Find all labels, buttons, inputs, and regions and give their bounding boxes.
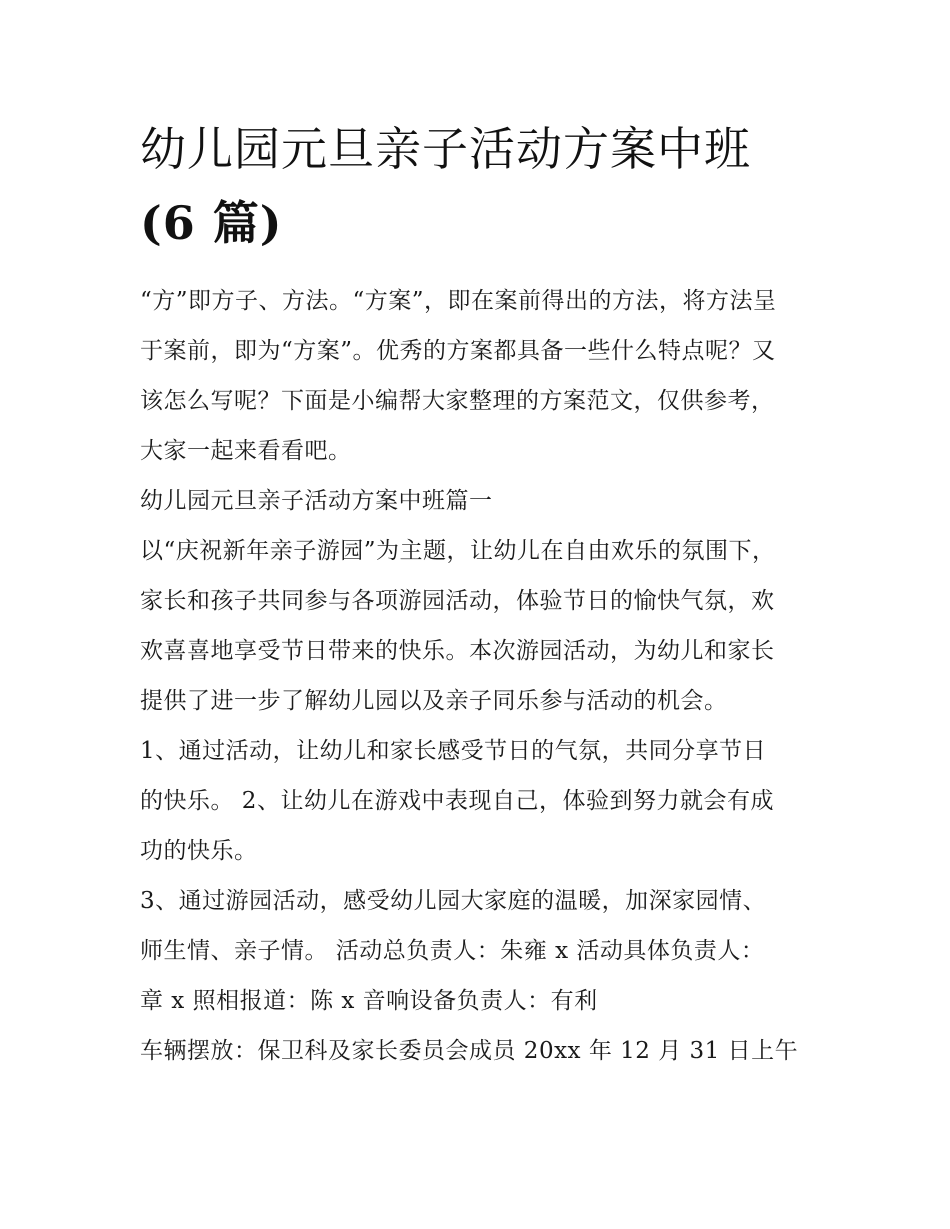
paragraph-line: 大家一起来看看吧。 <box>140 438 352 464</box>
paragraph-line: 1、通过活动，让幼儿和家长感受节日的气氛，共同分享节日 <box>140 738 767 764</box>
paragraph-intro <box>140 276 820 476</box>
paragraph-goals-1 <box>140 726 820 876</box>
paragraph-line: 家长和孩子共同参与各项游园活动，体验节日的愉快气氛，欢 <box>140 588 775 614</box>
paragraph-line: 欢喜喜地享受节日带来的快乐。本次游园活动，为幼儿和家长 <box>140 638 775 664</box>
document-body <box>140 276 820 1076</box>
document-title <box>140 112 820 260</box>
paragraph-line: 提供了进一步了解幼儿园以及亲子同乐参与活动的机会。 <box>140 688 728 714</box>
paragraph-line: 该怎么写呢？下面是小编帮大家整理的方案范文，仅供参考， <box>140 388 775 414</box>
section-heading <box>140 476 820 526</box>
paragraph-line: 章 x 照相报道：陈 x 音响设备负责人：有利 <box>140 988 598 1014</box>
paragraph-goals-2 <box>140 876 820 1026</box>
paragraph-line: “方”即方子、方法。“方案”，即在案前得出的方法，将方法呈 <box>140 288 777 314</box>
paragraph-line: 于案前，即为“方案”。优秀的方案都具备一些什么特点呢？又 <box>140 338 776 364</box>
paragraph-line: 功的快乐。 <box>140 838 258 864</box>
paragraph-theme <box>140 526 820 726</box>
paragraph-line: 3、通过游园活动，感受幼儿园大家庭的温暖，加深家园情、 <box>140 888 767 914</box>
title-line-2: (6 篇) <box>140 196 283 250</box>
paragraph-line: 的快乐。 2、让幼儿在游戏中表现自己，体验到努力就会有成 <box>140 788 774 814</box>
section-heading-text: 幼儿园元旦亲子活动方案中班篇一 <box>140 488 493 514</box>
title-line-1: 幼儿园元旦亲子活动方案中班 <box>140 122 751 176</box>
paragraph-vehicles <box>140 1026 820 1076</box>
document-content <box>140 112 820 1076</box>
paragraph-line: 以“庆祝新年亲子游园”为主题，让幼儿在自由欢乐的氛围下， <box>140 538 776 564</box>
paragraph-line: 车辆摆放：保卫科及家长委员会成员 20xx 年 12 月 31 日上午 <box>140 1038 799 1064</box>
paragraph-line: 师生情、亲子情。 活动总负责人：朱雍 x 活动具体负责人： <box>140 938 765 964</box>
